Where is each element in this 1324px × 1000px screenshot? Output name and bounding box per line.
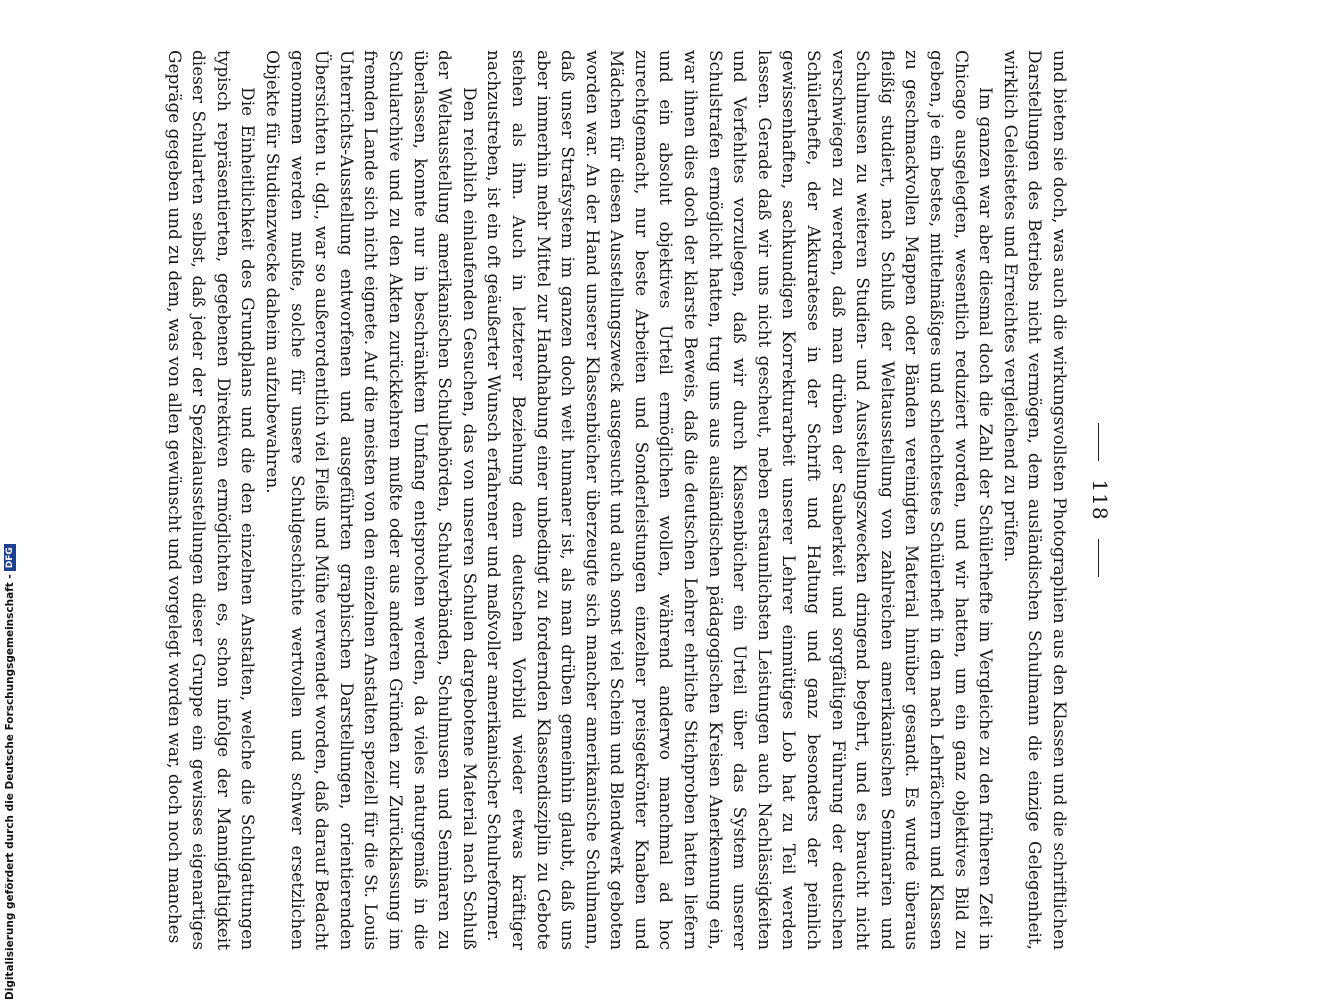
paragraph: und bieten sie doch, was auch die wirkungsvollsten Photographien aus den Klassen und die schriftlichen Darstellungen des Betriebs nicht vermögen, dem ausländischen Schulmann die einzige Gelegenheit, wirklich Geleistetes und Erreichtes vergleichend zu prüfen.	[1000, 50, 1070, 950]
dfg-logo: DFG	[4, 544, 16, 571]
credit-text-rotated	[1, 547, 19, 1000]
paragraph: Den reichlich einlaufenden Gesuchen, das von unseren Schulen dargebotene Material nach Schluß der Weltausstellung amerikanischen Schulbehörden, Schulverbänden, Schulmusen und Seminaren zu überlassen, konnte nur in beschränktem Umfang entsprochen werden, da vieles naturgemäß in die Schularchive und zu den Akten zurückkehren mußte oder aus anderen Gründen zur Zurücklassung im fremden Lande sich nicht eignete. Auf die meisten von den einzelnen Anstalten speziell für die St. Louis Unterrichts-Ausstellung entworfenen und ausgeführten graphischen Darstellungen, orientierenden Übersichten u. dgl., war so außerordentlich viel Fleiß und Mühe verwendet worden, daß darauf Bedacht genommen werden mußte, solche für unsere Schulgeschichte wertvollen und schwer ersetzlichen Objekte für Studienzwecke daheim aufzubewahren.	[263, 50, 480, 950]
page-number: 118	[1088, 479, 1112, 521]
dash-left	[1098, 423, 1099, 461]
paragraph: Im ganzen war aber diesmal doch die Zahl der Schülerhefte im Vergleiche zu den früheren Zeit in Chicago ausgelegten, wesentlich reduziert worden, und wir hatten, um ein ganz objektives Bild zu geben, je ein bestes, mittelmäßiges und schlechtestes Schülerheft in den nach Lehrfächern und Klassen zu geschmackvollen Mappen oder Bänden vereinigten Material hinüber gesandt. Es wurde überaus fleißig studiert, nach Schluß der Weltausstellung von zahlreichen amerikanischen Seminarien und Schulmusen zu weiteren Studien- und Ausstellungszwecken dringend begehrt, und es braucht nicht verschwiegen zu werden, daß man drüben der Sauberkeit und sorgfältigen Führung der deutschen Schülerhefte, der Akkuratesse in der Schrift und Haltung und ganz besonders der peinlich gewissenhaften, sachkundigen Korrekturarbeit unserer Lehrer einmütiges Lob hat zu Teil werden lassen. Gerade daß wir uns nicht gescheut, neben erstaunlichsten Leistungen auch Nachlässigkeiten und Verfehltes vorzulegen, daß wir durch Klassenbücher ein Urteil über das System unserer Schulstrafen ermöglicht hatten, trug uns aus ausländischen pädagogischen Kreisen Anerkennung ein, war ihnen dies doch der klarste Beweis, daß die deutschen Lehrer ehrliche Stichproben hatten liefern und ein absolut objektives Urteil ermöglichen wollen, während anderwo manchmal ad hoc zurechtgemacht, nur beste Arbeiten und Sonderleistungen einzelner preisgekrönter Knaben und Mädchen für diesen Ausstellungszweck ausgesucht und auch sonst viel Schein und Blendwerk geboten worden war. An der Hand unserer Klassenbücher überzeugte sich mancher amerikanische Schulmann, daß unser Strafsystem im ganzen doch weit humaner ist, als man drüben gemeinhin glaubt, daß uns aber immerhin mehr Mittel zur Handhabung einer unbedingt zu fordernden Klassendisziplin zu Gebote stehen als ihm. Auch in letzterer Beziehung dem deutschen Vorbild wieder etwas kräftiger nachzustreben, ist ein oft geäußerter Wunsch erfahrener und maßvoller amerikanischer Schulreformer.	[484, 50, 997, 950]
paragraph: Die Einheitlichkeit des Grundplans und die den einzelnen Anstalten, welche die Schulgattungen typisch repräsentierten, gegebenen Direktiven ermöglichten es, schon infolge der Mannigfaltigkeit dieser Schularten selbst, daß jeder der Spezialausstellungen dieser Gruppe ein gewisses eigenartiges Gepräge gegeben und zu dem, was von allen gewünscht und vorgelegt worden war, doch noch manches	[164, 50, 259, 950]
page-number-line	[1087, 50, 1112, 950]
page-body	[162, 50, 1072, 950]
digitization-credit	[0, 547, 20, 1000]
dash-right	[1098, 539, 1099, 577]
credit-text: Digitalisierung gefördert durch die Deutsche Forschungsgemeinschaft -	[4, 574, 16, 1000]
rotated-page	[12, 50, 1112, 950]
